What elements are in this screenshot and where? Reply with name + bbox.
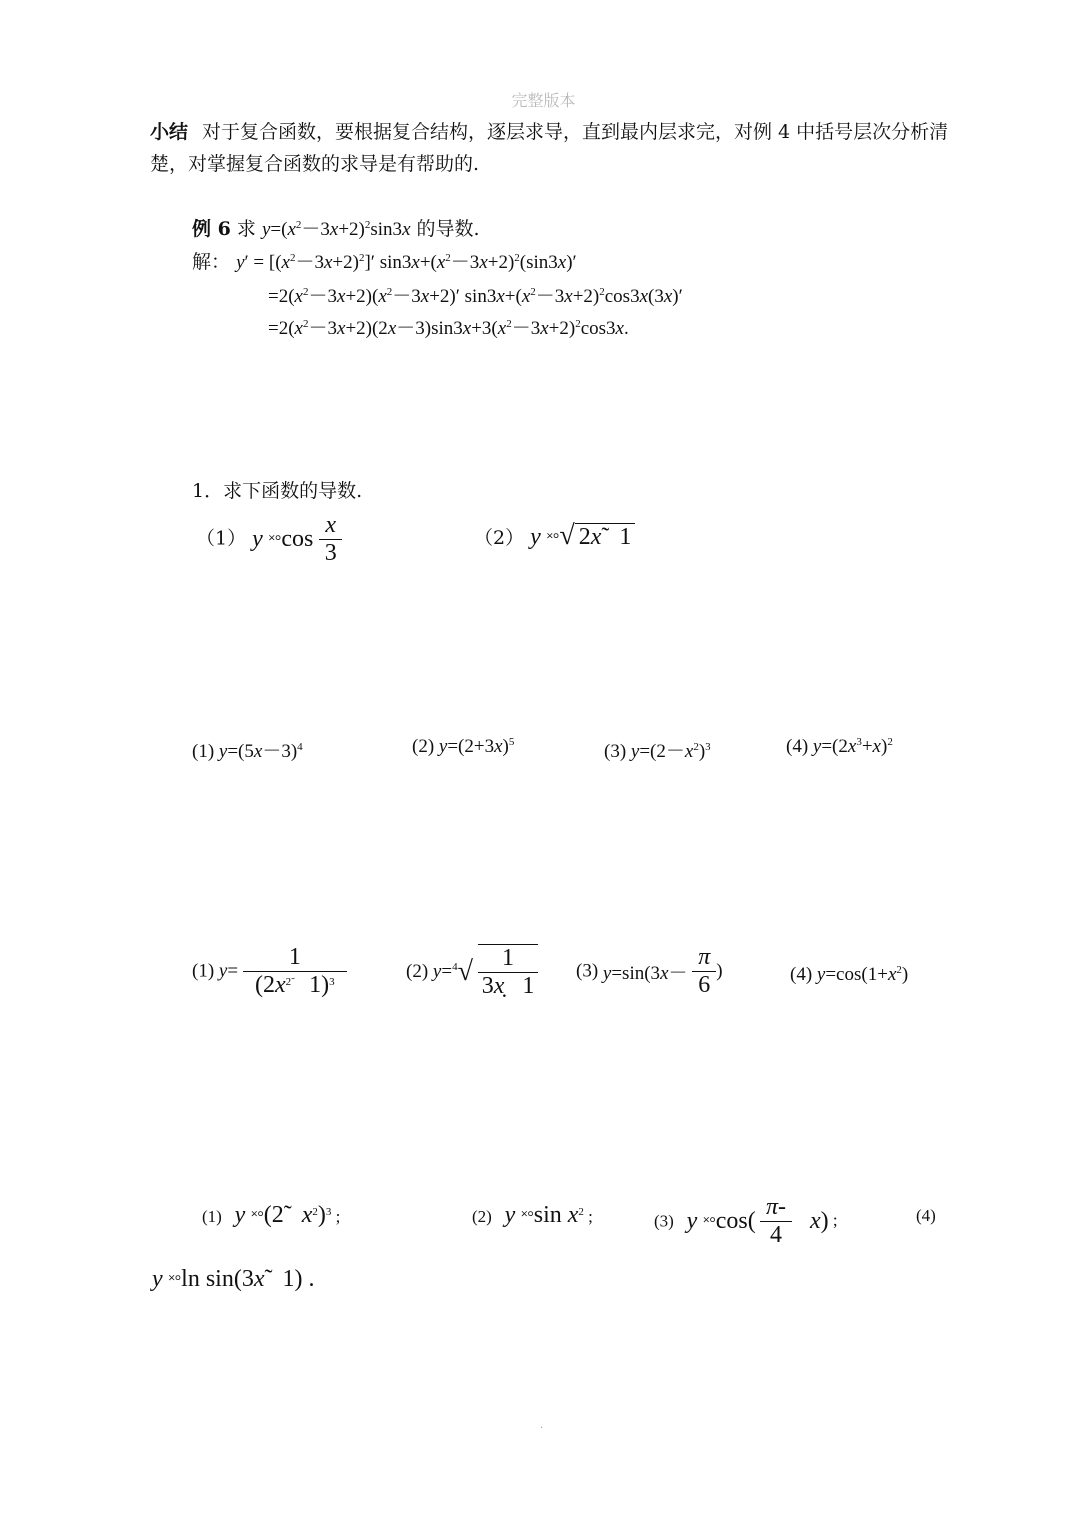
group-2-item-4: (4) $y=(2x^3+x)^2$ bbox=[786, 736, 893, 757]
group-4-item-2: (2) y ˟°sin $x^2$ ; bbox=[472, 1202, 593, 1228]
example-prefix: 求 bbox=[236, 218, 256, 240]
group-4-item-4: y ˟°ln sin(3x̃ 1) . bbox=[152, 1266, 315, 1292]
fraction: $\frac{\pi-}{4}$ bbox=[760, 1194, 792, 1249]
group-4-item-1: (1) y ˟°(2̃ $x^2)^3$ ; bbox=[202, 1202, 341, 1228]
footer-dot: . bbox=[540, 1420, 544, 1431]
item-label: （2） bbox=[474, 527, 525, 549]
exercise-1-title: 1．求下函数的导数. bbox=[192, 480, 363, 502]
example-label: 例 6 bbox=[192, 218, 231, 240]
group-2-item-3: (3) $y=(2-x^2)^3$ bbox=[604, 741, 711, 762]
exercise-1-item-1: （1） y ˟°cos $\frac{x}{3}$ bbox=[196, 512, 342, 567]
fraction: $\frac{\pi}{6}$ bbox=[692, 944, 716, 999]
summary-title: 小结 bbox=[150, 121, 189, 143]
exercise-1-item-2: （2） y ˟°√ 2x̃ 1 bbox=[474, 520, 635, 552]
group-3-item-3: (3) y=sin(3x－ $\frac{\pi}{6}$ ) bbox=[576, 944, 723, 998]
fraction: $\frac{1}{(2x^{2̃} 1)^3}$ bbox=[243, 944, 347, 999]
solution-line-1: 解： $y' = [(x^2-3x+2)^2]'$ $\sin 3x+(x^2-3x+2)^2(\sin 3x)'$ bbox=[192, 251, 577, 273]
fraction: $\frac{x}{3}$ bbox=[319, 512, 342, 567]
group-3-item-2: (2) y=$^4$√ $\frac{1}{3x̣ 1}$ bbox=[406, 944, 538, 1000]
summary-paragraph bbox=[150, 116, 950, 180]
group-2-item-2: (2) $y=(2+3x)^5$ bbox=[412, 736, 515, 757]
summary-body: 对于复合函数，要根据复合结构，逐层求导，直到最内层求完，对例 4 中括号层次分析清楚，对掌握复合函数的求导是有帮助的. bbox=[150, 121, 949, 175]
group-3-item-1: (1) y= $\frac{1}{(2x^{2̃} 1)^3}$ bbox=[192, 944, 347, 999]
group-4-item-3: (3) y ˟°cos( $\frac{\pi-}{4}$ x) ; bbox=[654, 1194, 838, 1248]
watermark: 完整版本 bbox=[511, 91, 576, 110]
example-suffix: 的导数. bbox=[416, 218, 480, 240]
item-label: （1） bbox=[196, 527, 247, 550]
solution-line-3: $=2(x^2-3x+2)(2x-3)\sin 3x+3(x^2-3x+2)^2\cos 3x$. bbox=[268, 318, 629, 339]
group-3-item-4: (4) $y=\cos(1+x^2)$ bbox=[790, 964, 909, 985]
group-4-item-4-label: (4) bbox=[916, 1206, 936, 1225]
example-function: $y=(x^2-3x+2)^2\sin 3x$ bbox=[261, 219, 411, 240]
solution-line-2: $=2(x^2-3x+2)(x^2-3x+2)'$ $\sin 3x+(x^2-3x+2)^2\cos 3x(3x)'$ bbox=[268, 286, 683, 307]
example-6-heading bbox=[192, 214, 480, 241]
group-2-item-1: (1) $y=(5x-3)^4$ bbox=[192, 741, 303, 762]
fraction: $\frac{1}{3x̣ 1}$ bbox=[478, 944, 539, 1000]
solution-label: 解： bbox=[192, 251, 231, 273]
